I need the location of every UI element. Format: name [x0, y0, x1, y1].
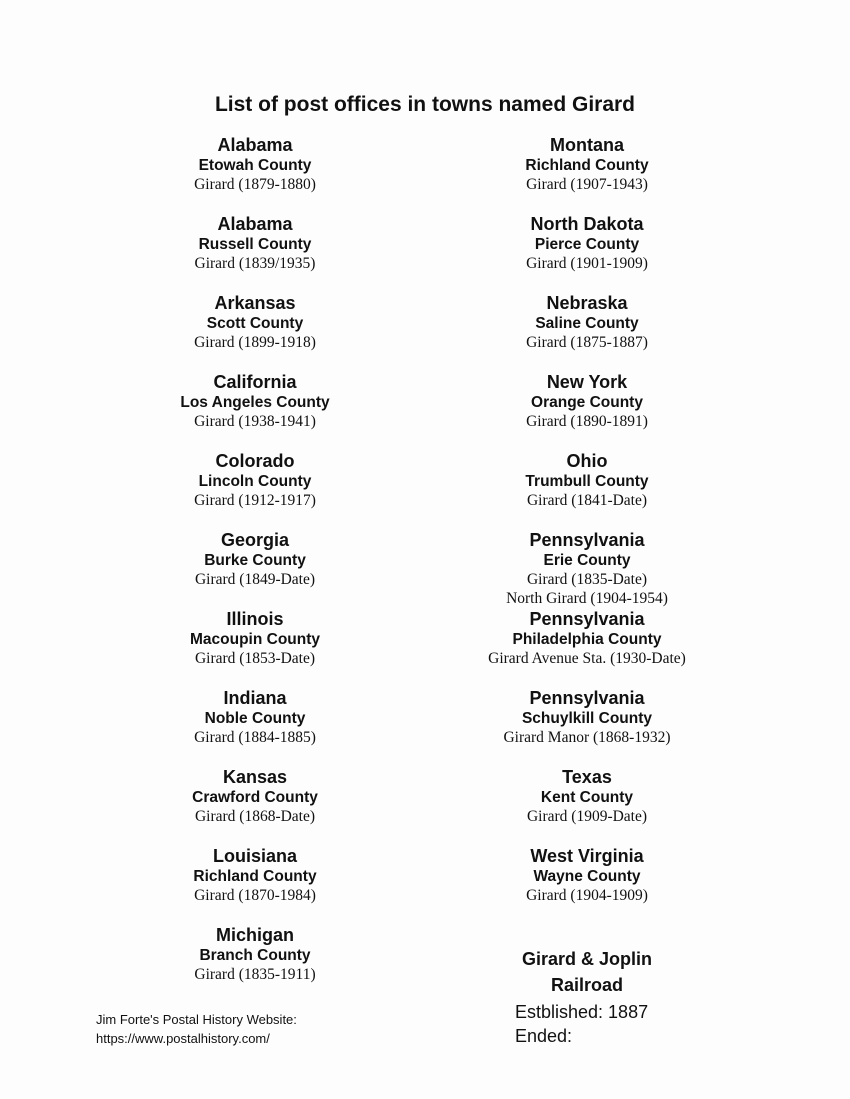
post-office-entry — [105, 767, 405, 846]
railroad-name: Girard & Joplin — [521, 949, 653, 969]
county-name: Scott County — [206, 315, 304, 332]
state-name: Pennsylvania — [529, 688, 645, 708]
state-name: Pennsylvania — [529, 530, 645, 550]
county-name: Schuylkill County — [521, 710, 653, 727]
post-office-name: Girard (1839/1935) — [194, 255, 316, 272]
post-office-name: Girard (1853-Date) — [194, 650, 316, 667]
state-name: Alabama — [217, 214, 293, 234]
county-name: Philadelphia County — [512, 631, 662, 648]
railroad-heading — [437, 946, 737, 998]
state-name: Louisiana — [212, 846, 297, 866]
post-office-name: Girard (1835-Date) — [526, 571, 648, 588]
post-office-entry — [437, 767, 737, 846]
post-office-name: Girard (1904-1909) — [526, 887, 648, 904]
post-office-name: Girard (1899-1918) — [194, 334, 316, 351]
post-office-entry — [105, 135, 405, 214]
railroad-established: Estblished: 1887 — [515, 1002, 649, 1022]
post-office-entry — [437, 530, 737, 609]
state-name: Colorado — [215, 451, 295, 471]
county-name: Macoupin County — [189, 631, 321, 648]
state-name: Indiana — [223, 688, 287, 708]
post-office-name: Girard (1875-1887) — [526, 334, 648, 351]
state-name: Arkansas — [214, 293, 296, 313]
state-name: Alabama — [217, 135, 293, 155]
post-office-name: Girard (1909-Date) — [526, 808, 648, 825]
post-office-name: Girard (1868-Date) — [194, 808, 316, 825]
post-office-name: Girard (1907-1943) — [526, 176, 648, 193]
state-name: Texas — [562, 767, 612, 787]
county-name: Burke County — [204, 552, 306, 569]
footer-credit — [96, 1010, 297, 1048]
railroad-name-line2: Railroad — [550, 975, 624, 995]
post-office-entry — [437, 846, 737, 925]
railroad-dates — [515, 1000, 648, 1048]
post-office-name: Girard (1901-1909) — [526, 255, 648, 272]
county-name: Pierce County — [534, 236, 640, 253]
state-name: Ohio — [566, 451, 608, 471]
post-office-name: Girard Avenue Sta. (1930-Date) — [488, 650, 686, 667]
footer-site-name: Jim Forte's Postal History Website: — [96, 1012, 297, 1027]
state-name: Illinois — [226, 609, 284, 629]
post-office-entry — [437, 135, 737, 214]
post-office-entry — [437, 372, 737, 451]
county-name: Wayne County — [533, 868, 641, 885]
state-name: California — [213, 372, 297, 392]
post-office-entry — [105, 372, 405, 451]
county-name: Etowah County — [198, 157, 312, 174]
post-office-name: Girard (1884-1885) — [194, 729, 316, 746]
railroad-ended: Ended: — [515, 1026, 573, 1046]
county-name: Noble County — [204, 710, 306, 727]
county-name: Richland County — [193, 868, 317, 885]
post-office-name: Girard (1870-1984) — [194, 887, 316, 904]
left-column — [105, 135, 405, 1004]
post-office-entry — [105, 451, 405, 530]
county-name: Kent County — [540, 789, 634, 806]
post-office-name: Girard (1879-1880) — [194, 176, 316, 193]
state-name: Georgia — [220, 530, 290, 550]
county-name: Saline County — [535, 315, 639, 332]
post-office-entry — [105, 609, 405, 688]
post-office-name: Girard (1938-1941) — [194, 413, 316, 430]
post-office-entry — [105, 688, 405, 767]
post-office-entry — [437, 688, 737, 767]
post-office-entry — [437, 214, 737, 293]
state-name: West Virginia — [530, 846, 644, 866]
county-name: Orange County — [531, 394, 643, 411]
post-office-name: Girard (1890-1891) — [526, 413, 648, 430]
state-name: North Dakota — [530, 214, 644, 234]
post-office-entry — [105, 925, 405, 1004]
county-name: Trumbull County — [525, 473, 649, 490]
post-office-entry — [437, 451, 737, 530]
county-name: Russell County — [198, 236, 312, 253]
footer-url: https://www.postalhistory.com/ — [96, 1031, 270, 1046]
post-office-entry — [437, 609, 737, 688]
page-title: List of post offices in towns named Girard — [214, 93, 636, 116]
post-office-name: Girard (1841-Date) — [526, 492, 648, 509]
post-office-entry — [105, 530, 405, 609]
post-office-entry — [105, 293, 405, 372]
state-name: Pennsylvania — [529, 609, 645, 629]
right-column — [437, 135, 737, 925]
state-name: New York — [546, 372, 628, 392]
post-office-entry — [105, 214, 405, 293]
state-name: Nebraska — [546, 293, 628, 313]
county-name: Lincoln County — [198, 473, 312, 490]
post-office-entry — [437, 293, 737, 372]
state-name: Kansas — [222, 767, 288, 787]
post-office-name: Girard (1912-1917) — [194, 492, 316, 509]
state-name: Montana — [550, 135, 624, 155]
post-office-name: Girard Manor (1868-1932) — [503, 729, 671, 746]
county-name: Branch County — [199, 947, 311, 964]
post-office-name: Girard (1849-Date) — [194, 571, 316, 588]
state-name: Michigan — [215, 925, 294, 945]
county-name: Crawford County — [192, 789, 318, 806]
county-name: Richland County — [525, 157, 649, 174]
county-name: Erie County — [543, 552, 631, 569]
post-office-name: Girard (1835-1911) — [194, 966, 316, 983]
post-office-entry — [105, 846, 405, 925]
county-name: Los Angeles County — [180, 394, 330, 411]
post-office-name: North Girard (1904-1954) — [506, 590, 668, 607]
